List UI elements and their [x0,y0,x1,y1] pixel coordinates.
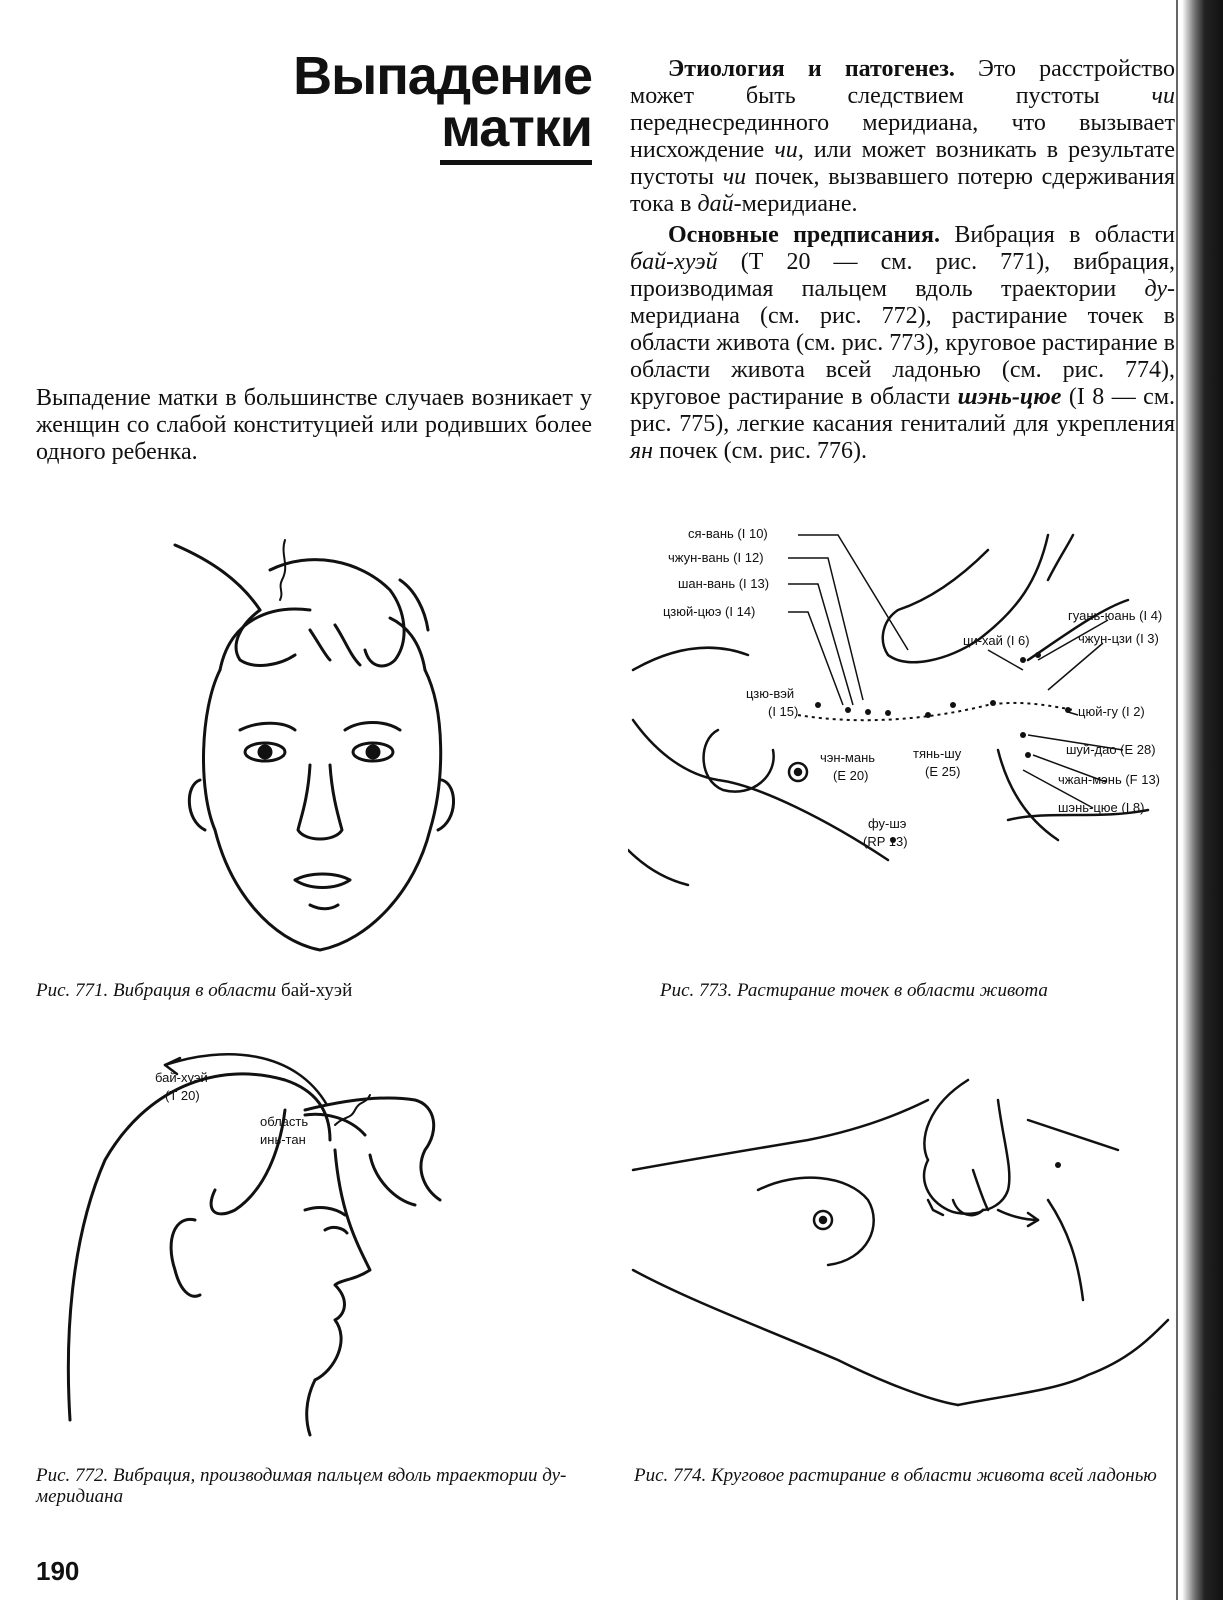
prescriptions-heading: Основные предписания. [668,222,940,248]
label-shenque: шэнь-цюе (I 8) [1058,800,1145,815]
face-profile [315,1150,370,1380]
page-edge-line [1176,0,1178,1600]
figure-774 [628,1060,1173,1440]
figure-772 [65,1040,485,1440]
brow [305,1208,345,1215]
ear [171,1219,200,1296]
ear-left [189,780,205,830]
etiology-text-2: переднесрединного меридиана, что вызывает нисхождение [630,110,1175,163]
caption-773: Рис. 773. Растирание точек в области живота [660,980,1048,1001]
scan-edge-shadow [1182,0,1223,1600]
label-yintang: инь-тан [260,1132,306,1147]
title-underline [440,160,592,165]
caption-771-term: бай-хуэй [281,980,353,1001]
torso-bottom-outline [633,720,888,860]
text-column-right [630,56,1175,465]
label-qihai: ци-хай (I 6) [963,633,1030,648]
etiology-paragraph [630,56,1175,218]
label-juque: цзюй-цюэ (I 14) [663,604,756,619]
label-tianshu-code: (Е 25) [925,764,961,779]
term-chi: чи [722,164,747,190]
mouth [295,874,350,888]
term-chi: чи [774,137,798,163]
label-guanyuan: гуань-юань (I 4) [1068,608,1163,623]
hair-left [220,609,310,670]
label-chengman-code: (Е 20) [833,768,869,783]
prescriptions-text-4: (I 8 — см. рис. 775), легкие касания гениталий для укрепления [630,384,1176,437]
term-dai: дай [697,191,734,217]
term-chi: чи [1151,83,1175,109]
label-fushe: фу-шэ [868,816,907,831]
brow-left [240,723,295,730]
title-line-2: матки [441,98,592,158]
caption-771 [36,980,592,1001]
abdomen-points-illustration [628,520,1173,890]
title-line-1: Выпадение [293,46,592,106]
head-profile-illustration [65,1040,485,1440]
torso-bottom-outline [633,1270,958,1405]
term-baihui: бай-хуэй [630,249,718,275]
label-zhongji: чжун-цзи (I 3) [1078,631,1159,646]
breast [758,1178,874,1265]
label-fushe-code: (RP 13) [863,834,908,849]
torso-top-outline [633,648,748,670]
label-jiuwei-code: (I 15) [768,704,799,719]
arm-left [175,545,260,610]
page-number: 190 [36,1556,80,1586]
etiology-text-3: , или может возникать в результате пустоты [630,137,1176,190]
caption-771-text: Рис. 771. Вибрация в области [36,980,282,1001]
figure-771 [160,530,480,970]
label-chengman: чэн-мань [820,750,876,765]
abdomen-palm-illustration [628,1060,1173,1440]
nose [298,765,342,839]
breast [704,730,774,792]
prescriptions-text-5: почек (см. рис. 776). [653,438,867,464]
label-xiawan: ся-вань (I 10) [688,526,768,541]
arm [924,1080,968,1160]
vibration-mark [280,540,285,600]
meridian-line [798,703,1073,720]
hand-fingers [236,610,295,665]
label-jiuwei: цзю-вэй [746,686,795,701]
etiology-text-5: -меридиане. [733,191,858,217]
figure-773 [628,520,1173,890]
ear-right [438,780,454,830]
thigh-outline [958,1320,1168,1405]
label-shangwan: шан-вань (I 13) [678,576,770,591]
prescriptions-paragraph [630,222,1175,465]
term-yang: ян [630,438,654,464]
label-area: область [260,1114,309,1129]
label-shuidao: шуй-дао (Е 28) [1066,742,1156,757]
etiology-text-4: почек, вызвавшего потерю сдерживания тока в [630,164,1176,217]
hand-palm [924,1160,983,1214]
prescriptions-text-1: Вибрация в области [939,222,1175,248]
label-tianshu: тянь-шу [913,746,962,761]
etiology-text-1: Это расстройство может быть следствием пустоты [630,56,1175,109]
hand-back [270,560,404,666]
label-baihui: бай-хуэй [155,1070,208,1085]
etiology-heading: Этиология и патогенез. [668,56,955,82]
brow-right [345,723,400,731]
label-zhangmen: чжан-мэнь (F 13) [1058,772,1161,787]
head-crown-illustration [160,530,480,970]
prescriptions-text-3: -меридиана (см. рис. 772), растирание точек в области живота (см. рис. 773), круговое растирание в области живота всей ладонью (см. рис. 774), круговое растирание в области [630,276,1175,410]
caption-772: Рис. 772. Вибрация, производимая пальцем вдоль траектории ду-меридиана [36,1465,567,1507]
term-du: ду [1144,276,1167,302]
label-t20: (Т 20) [165,1088,200,1103]
caption-774: Рис. 774. Круговое растирание в области живота всей ладонью [634,1465,1157,1486]
label-qugu: цюй-гу (I 2) [1078,704,1145,719]
intro-paragraph: Выпадение матки в большинстве случаев возникает у женщин со слабой конституцией или родивших более одного ребенка. [36,385,592,465]
prescriptions-text-2: (Т 20 — см. рис. 771), вибрация, производимая пальцем вдоль траектории [630,249,1175,302]
term-shenque: шэнь-цюе [957,384,1062,410]
page-title [293,46,592,158]
label-zhongwan: чжун-вань (I 12) [668,550,764,565]
torso-top-outline [633,1100,928,1170]
